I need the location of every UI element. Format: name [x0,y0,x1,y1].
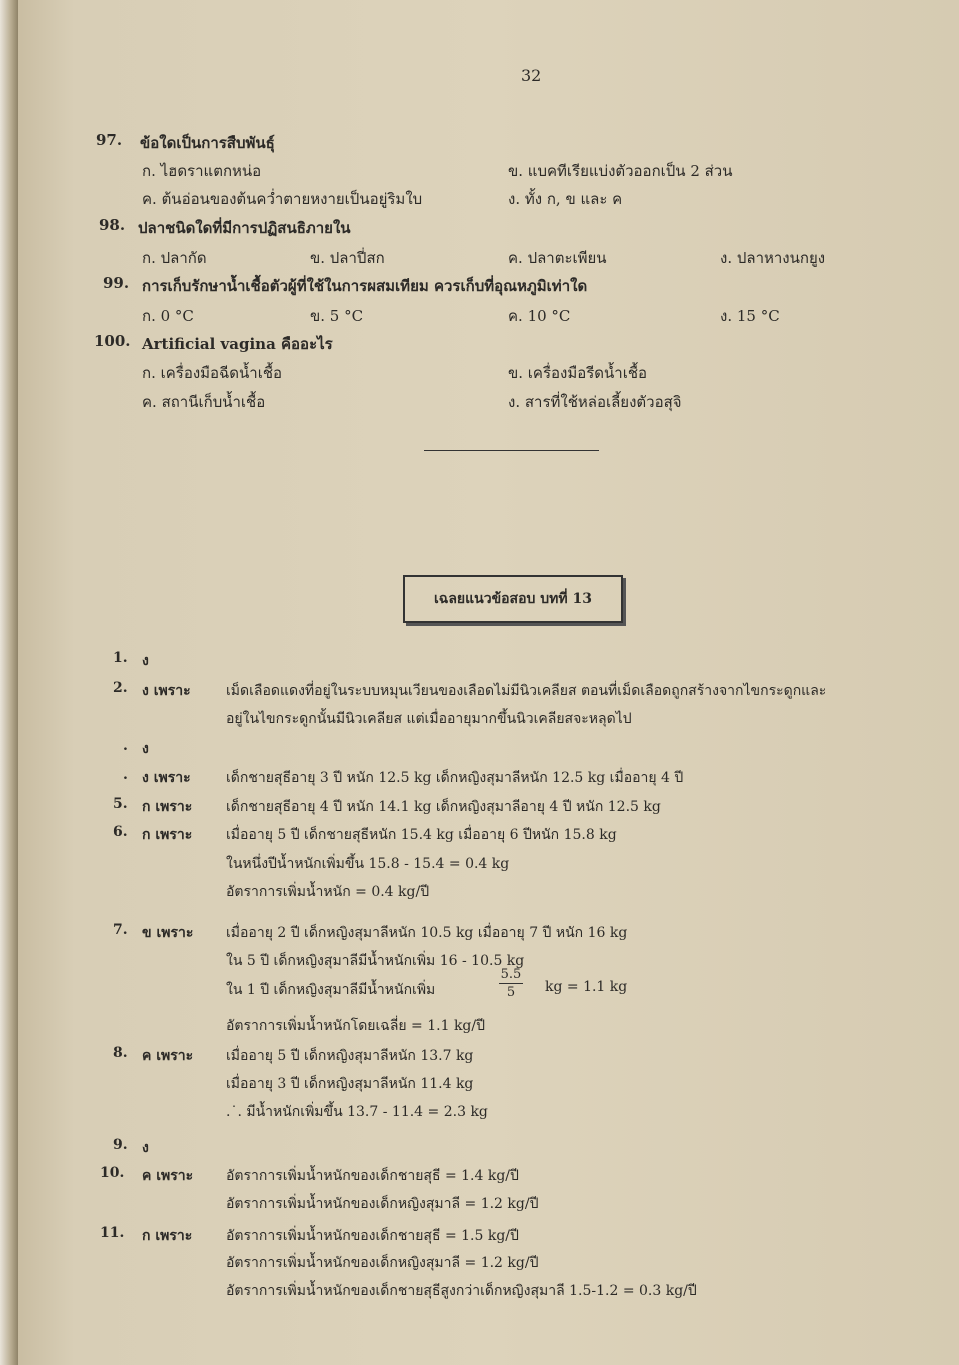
question-99-option-d: ง. 15 °C [720,307,780,325]
question-99-option-a: ก. 0 °C [142,307,194,325]
answer-2-number: 2. [113,680,128,696]
answer-6-line-2: ในหนึ่งปีน้ำหนักเพิ่มขึ้น 15.8 - 15.4 = 0.4 kg [226,856,510,872]
answer-2-line-2: อยู่ในไขกระดูกนั้นมีนิวเคลียส แต่เมื่ออายุมากขึ้นนิวเคลียสจะหลุดไป [226,711,632,727]
question-100-text: Artificial vagina คืออะไร [142,335,333,353]
question-99-number: 99. [103,274,130,292]
question-100-option-a: ก. เครื่องมือฉีดน้ำเชื้อ [142,364,283,382]
answer-11-line-2: อัตราการเพิ่มน้ำหนักของเด็กหญิงสุมาลี = 1.2 kg/ปี [226,1255,539,1271]
answer-6-line-3: อัตราการเพิ่มน้ำหนัก = 0.4 kg/ปี [226,884,430,900]
question-99-option-b: ข. 5 °C [310,307,364,325]
fraction-bar [499,983,523,984]
answer-7-fraction-denominator: 5 [506,985,516,1000]
answer-7-fraction [499,967,523,1000]
question-97-option-d: ง. ทั้ง ก, ข และ ค [508,190,623,208]
answer-7-number: 7. [113,922,128,938]
answer-6-key: ก เพราะ [142,827,193,843]
answer-7-key: ข เพราะ [142,925,194,941]
question-98-option-c: ค. ปลาตะเพียน [508,249,607,267]
question-100-option-c: ค. สถานีเก็บน้ำเชื้อ [142,393,266,411]
question-98-number: 98. [99,216,126,234]
answer-4-line-1: เด็กชายสุธีอายุ 3 ปี หนัก 12.5 kg เด็กหญิงสุมาลีหนัก 12.5 kg เมื่ออายุ 4 ปี [226,770,684,786]
question-97-option-b: ข. แบคทีเรียแบ่งตัวออกเป็น 2 ส่วน [508,162,733,180]
answer-9-number: 9. [113,1137,128,1153]
book-binding-edge [0,0,18,1365]
question-97-text: ข้อใดเป็นการสืบพันธุ์ [140,134,275,152]
section-divider [424,450,599,451]
question-98-option-b: ข. ปลาปี่สก [310,249,385,267]
answer-10-number: 10. [100,1165,125,1181]
page-number: 32 [521,66,542,85]
answer-7-fraction-numerator: 5.5 [500,967,522,982]
question-98-option-d: ง. ปลาหางนกยูง [720,249,826,267]
answer-1-key: ง [142,653,149,669]
answer-8-line-3: .˙. มีน้ำหนักเพิ่มขึ้น 13.7 - 11.4 = 2.3 kg [226,1104,488,1120]
answer-7-line-5: อัตราการเพิ่มน้ำหนักโดยเฉลี่ย = 1.1 kg/ปี [226,1018,485,1034]
answer-8-line-2: เมื่ออายุ 3 ปี เด็กหญิงสุมาลีหนัก 11.4 kg [226,1076,474,1092]
answer-11-number: 11. [100,1225,125,1241]
question-99-option-c: ค. 10 °C [508,307,571,325]
question-98-option-a: ก. ปลากัด [142,249,207,267]
answer-6-number: 6. [113,824,128,840]
question-97-number: 97. [96,131,123,149]
question-99-text: การเก็บรักษาน้ำเชื้อตัวผู้ที่ใช้ในการผสมเทียม ควรเก็บที่อุณหภูมิเท่าใด [142,277,588,295]
answer-7-line-2: ใน 5 ปี เด็กหญิงสุมาลีมีน้ำหนักเพิ่ม 16 - 10.5 kg [226,953,525,969]
answer-10-line-2: อัตราการเพิ่มน้ำหนักของเด็กหญิงสุมาลี = 1.2 kg/ปี [226,1196,539,1212]
answer-7-line-4: kg = 1.1 kg [545,979,628,995]
question-100-option-d: ง. สารที่ใช้หล่อเลี้ยงตัวอสุจิ [508,393,682,411]
question-100-number: 100. [94,332,131,350]
question-100-option-b: ข. เครื่องมือรีดน้ำเชื้อ [508,364,648,382]
answer-4-key: ง เพราะ [142,770,191,786]
answer-8-key: ค เพราะ [142,1048,194,1064]
question-97-option-a: ก. ไฮดราแตกหน่อ [142,162,262,180]
answer-10-line-1: อัตราการเพิ่มน้ำหนักของเด็กชายสุธี = 1.4 kg/ปี [226,1168,519,1184]
answer-2-line-1: เม็ดเลือดแดงที่อยู่ในระบบหมุนเวียนของเลือดไม่มีนิวเคลียส ตอนที่เม็ดเลือดถูกสร้างจากไขกระดูกและ [226,683,827,699]
answer-11-line-1: อัตราการเพิ่มน้ำหนักของเด็กชายสุธี = 1.5 kg/ปี [226,1228,519,1244]
answer-2-key: ง เพราะ [142,683,191,699]
answer-8-number: 8. [113,1045,128,1061]
answer-10-key: ค เพราะ [142,1168,194,1184]
answer-4-number: . [123,767,128,783]
answer-11-line-3: อัตราการเพิ่มน้ำหนักของเด็กชายสุธีสูงกว่าเด็กหญิงสุมาลี 1.5-1.2 = 0.3 kg/ปี [226,1283,697,1299]
answer-9-key: ง [142,1140,149,1156]
answer-7-line-1: เมื่ออายุ 2 ปี เด็กหญิงสุมาลีหนัก 10.5 kg เมื่ออายุ 7 ปี หนัก 16 kg [226,925,628,941]
answer-8-line-1: เมื่ออายุ 5 ปี เด็กหญิงสุมาลีหนัก 13.7 kg [226,1048,474,1064]
answer-7-line-3: ใน 1 ปี เด็กหญิงสุมาลีมีน้ำหนักเพิ่ม [226,982,436,998]
answer-5-key: ก เพราะ [142,799,193,815]
answer-1-number: 1. [113,650,128,666]
question-97-option-c: ค. ต้นอ่อนของต้นคว่ำตายหงายเป็นอยู่ริมใบ [142,190,423,208]
answer-5-number: 5. [113,796,128,812]
answer-section-title [403,575,623,623]
answer-11-key: ก เพราะ [142,1228,193,1244]
answer-5-line-1: เด็กชายสุธีอายุ 4 ปี หนัก 14.1 kg เด็กหญิงสุมาลีอายุ 4 ปี หนัก 12.5 kg [226,799,661,815]
answer-6-line-1: เมื่ออายุ 5 ปี เด็กชายสุธีหนัก 15.4 kg เมื่ออายุ 6 ปีหนัก 15.8 kg [226,827,617,843]
answer-3-number: . [123,738,128,754]
question-98-text: ปลาชนิดใดที่มีการปฏิสนธิภายใน [138,219,351,237]
answer-3-key: ง [142,741,149,757]
answer-section-title-text: เฉลยแนวข้อสอบ บทที่ 13 [434,591,592,607]
